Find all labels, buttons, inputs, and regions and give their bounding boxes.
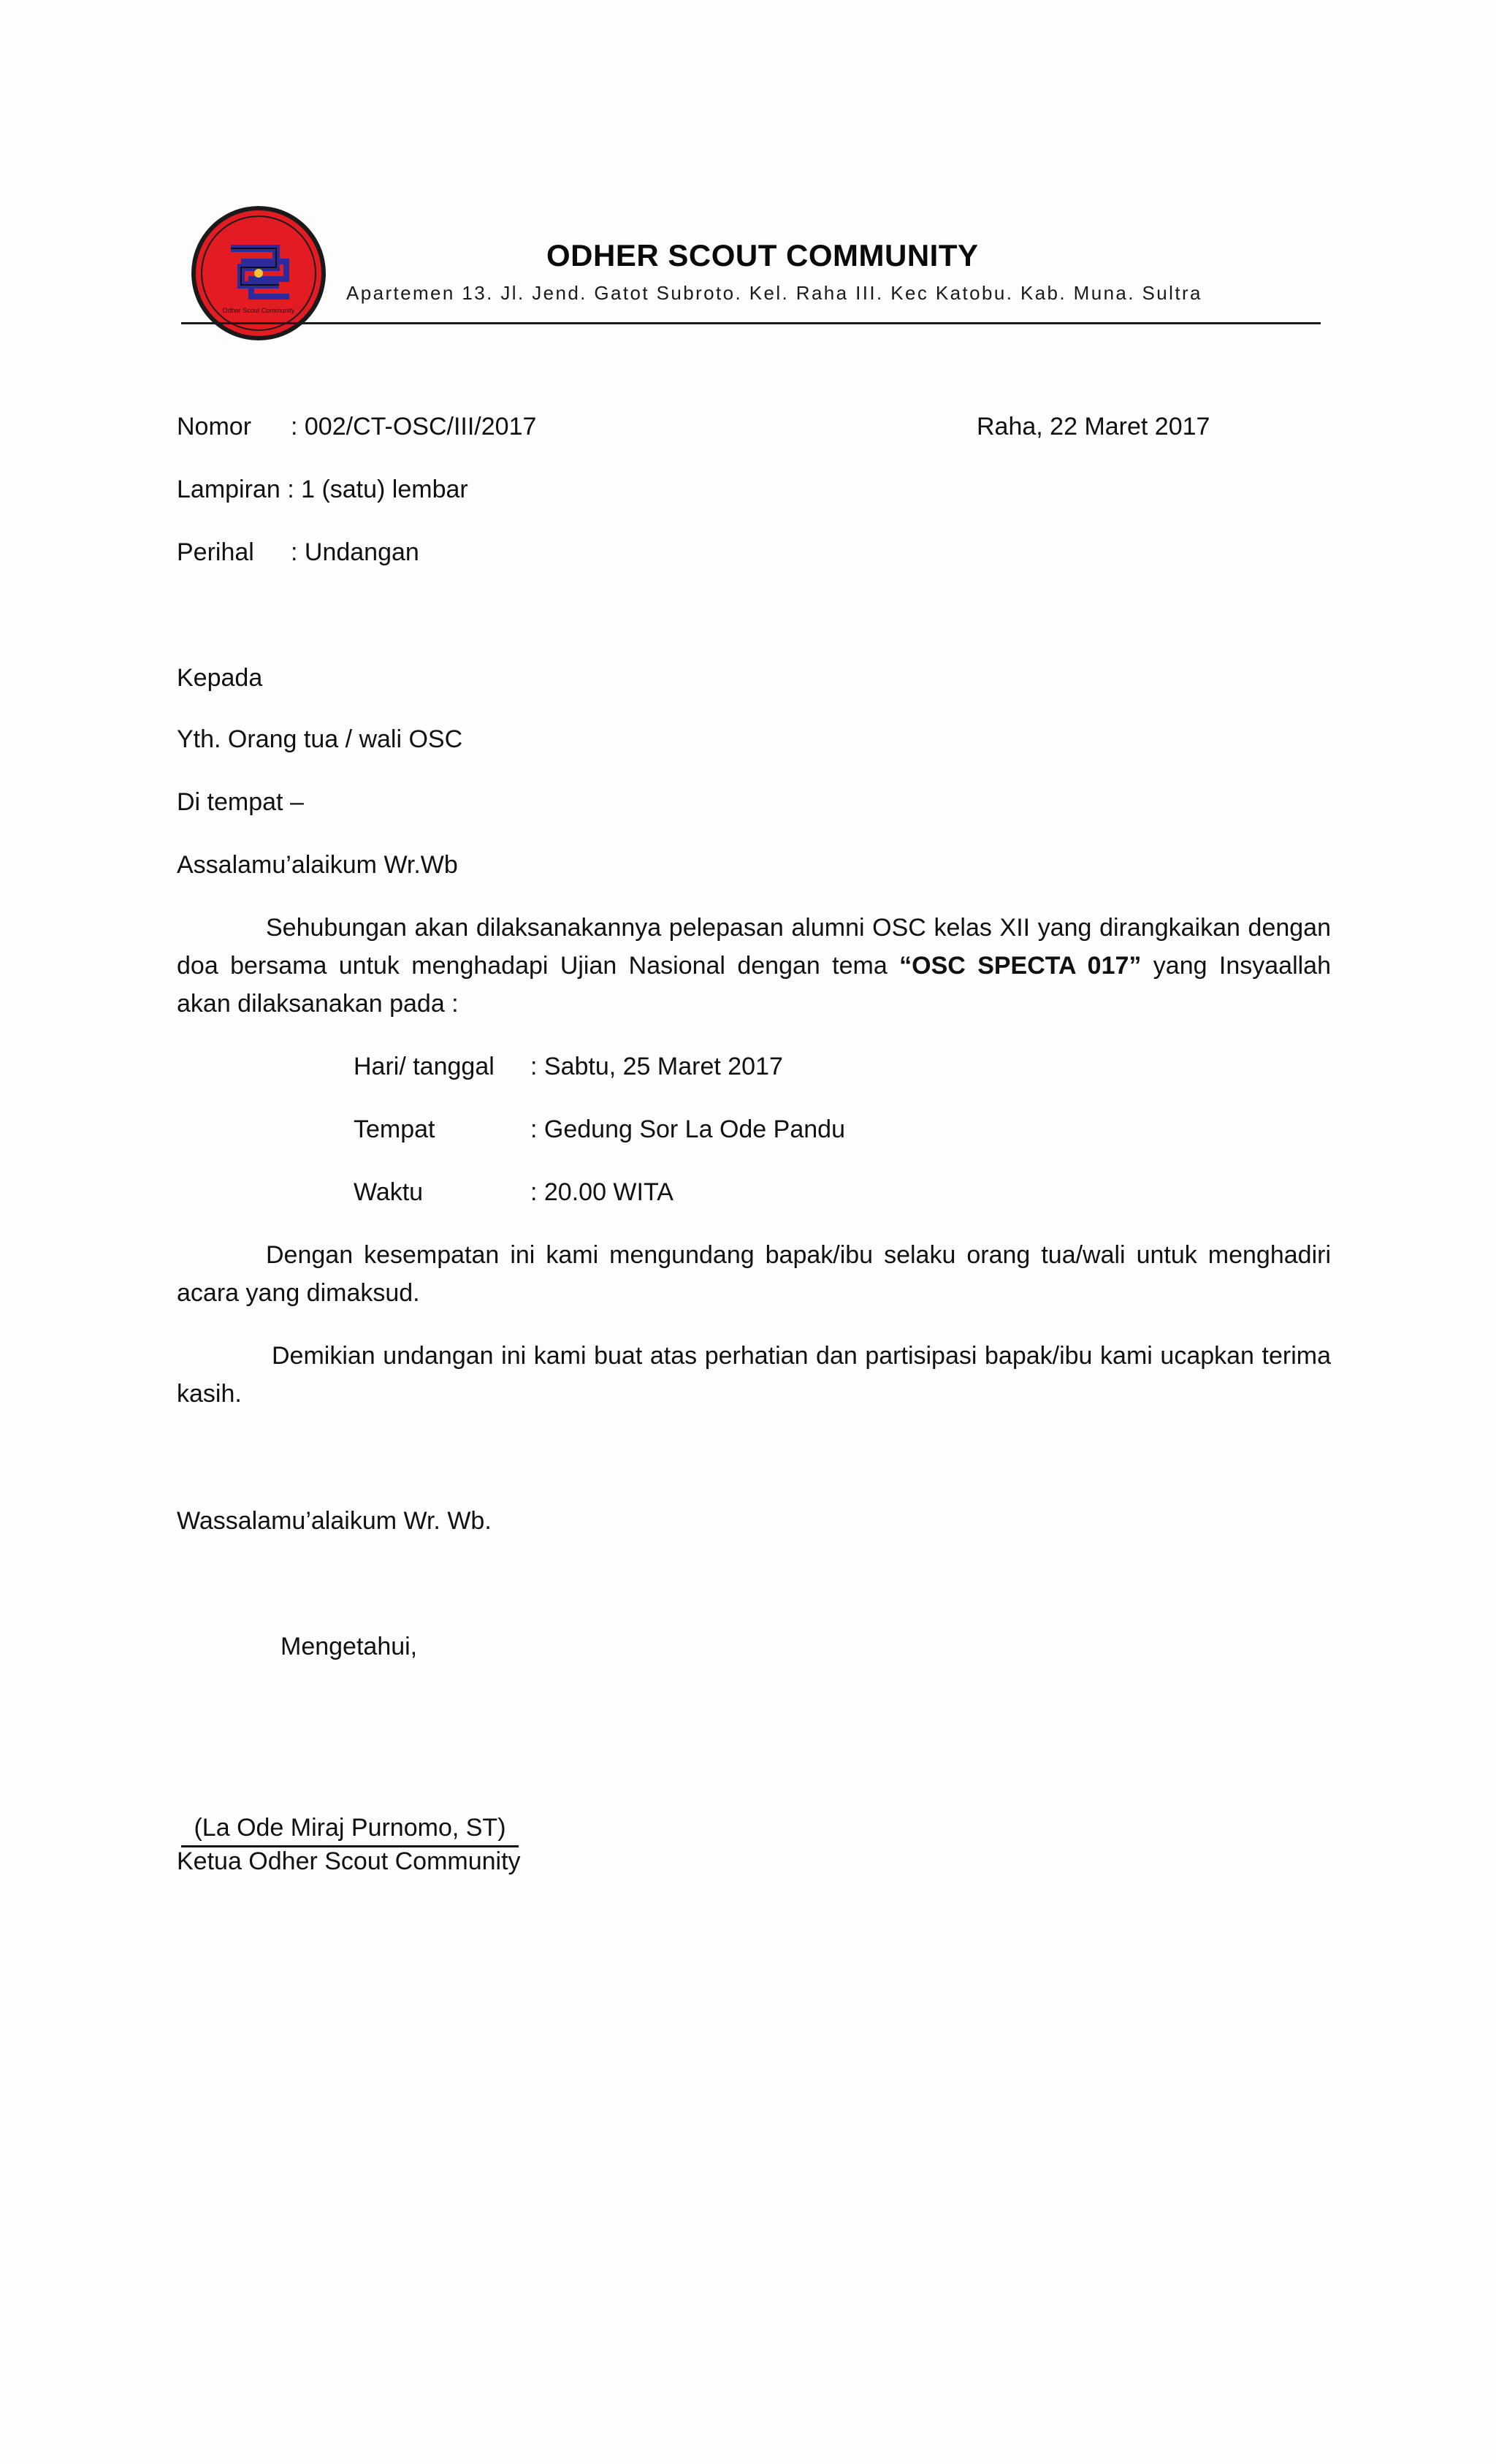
recipient-tempat: Di tempat – xyxy=(177,788,304,816)
closing-greeting: Wassalamu’alaikum Wr. Wb. xyxy=(177,1507,492,1535)
detail-value-date: : Sabtu, 25 Maret 2017 xyxy=(530,1053,783,1080)
nomor-value: : 002/CT-OSC/III/2017 xyxy=(291,413,537,440)
detail-label-place: Tempat xyxy=(354,1115,435,1143)
paragraph-1-text: Sehubungan akan dilaksanakannya pelepasan alumni OSC kelas XII yang dirangkaikan dengan doa bersama untuk menghadapi Ujian Nasional dengan tema xyxy=(177,914,1331,980)
organization-name: ODHER SCOUT COMMUNITY xyxy=(546,238,979,272)
perihal-label: Perihal xyxy=(177,538,254,566)
event-theme: “OSC SPECTA 017” xyxy=(899,952,1142,980)
signatory-title: Ketua Odher Scout Community xyxy=(177,1847,521,1875)
paragraph-2-text: Dengan kesempatan ini kami mengundang bapak/ibu selaku orang tua/wali untuk menghadiri acara yang dimaksud. xyxy=(177,1241,1331,1307)
perihal-value: : Undangan xyxy=(291,538,419,566)
paragraph-1-end: yang Insyaallah akan dilaksanakan pada : xyxy=(177,952,1331,1018)
detail-label-time: Waktu xyxy=(354,1178,424,1206)
organization-address: Apartemen 13. Jl. Jend. Gatot Subroto. Kel. Raha III. Kec Katobu. Kab. Muna. Sultra xyxy=(346,282,1202,304)
greeting: Assalamu’alaikum Wr.Wb xyxy=(177,851,458,879)
mengetahui-label: Mengetahui, xyxy=(280,1633,418,1660)
svg-text:Odher Scout Community: Odher Scout Community xyxy=(222,307,295,314)
detail-value-place: : Gedung Sor La Ode Pandu xyxy=(530,1115,845,1143)
body-paragraph-3 xyxy=(177,1337,1331,1413)
detail-value-time: : 20.00 WITA xyxy=(530,1178,673,1206)
perihal-line xyxy=(177,533,419,571)
paragraph-3-text: Demikian undangan ini kami buat atas perhatian dan partisipasi bapak/ibu kami ucapkan terima kasih. xyxy=(177,1342,1331,1408)
nomor-label: Nomor xyxy=(177,413,252,440)
recipient-kepada: Kepada xyxy=(177,664,263,692)
header-divider xyxy=(181,322,1321,324)
detail-label-date: Hari/ tanggal xyxy=(354,1053,495,1080)
body-paragraph-2 xyxy=(177,1236,1331,1312)
letter-date: Raha, 22 Maret 2017 xyxy=(977,413,1210,440)
recipient-yth: Yth. Orang tua / wali OSC xyxy=(177,725,463,753)
lampiran-line: Lampiran : 1 (satu) lembar xyxy=(177,476,468,503)
body-paragraph-1 xyxy=(177,909,1331,1023)
signatory-name: (La Ode Miraj Purnomo, ST) xyxy=(181,1810,519,1847)
nomor-line xyxy=(177,408,536,446)
